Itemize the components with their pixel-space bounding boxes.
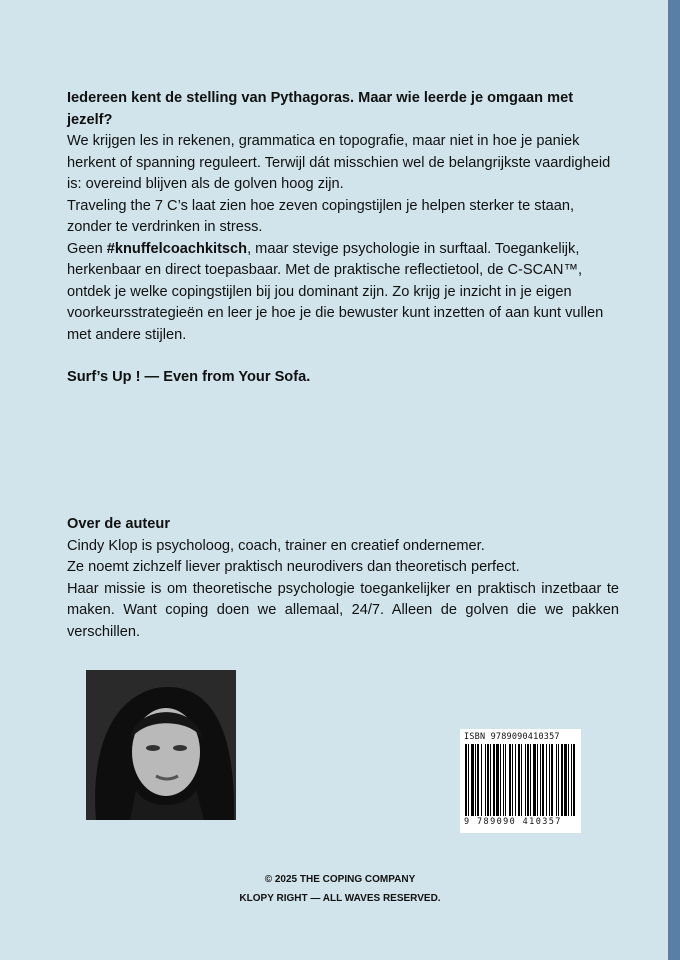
blurb-paragraph-3 (67, 239, 619, 347)
barcode-bar (500, 744, 501, 816)
author-line-3: Haar missie is om theoretische psychologie toegankelijker en praktisch inzetbaar te maken. Want coping doen we allemaal, 24/7. Alleen de golven die we pakken verschillen. (67, 580, 619, 640)
back-cover-blurb (67, 88, 619, 389)
barcode-bar (549, 744, 550, 816)
barcode-bar (481, 744, 482, 816)
barcode-bar (571, 744, 572, 816)
isbn-digits: 9 789090 410357 (464, 817, 562, 827)
barcode-bar (505, 744, 506, 816)
barcode-bar (518, 744, 520, 816)
rights-line: KLOPY RIGHT — ALL WAVES RESERVED. (239, 893, 441, 904)
author-section (67, 514, 619, 643)
author-photo (86, 670, 236, 820)
barcode-bar (468, 744, 469, 816)
barcode-bars (464, 744, 577, 816)
barcode-bar (487, 744, 489, 816)
barcode-bar (533, 744, 536, 816)
barcode-bar (568, 744, 569, 816)
author-line-2: Ze noemt zichzelf liever praktisch neurodivers dan theoretisch perfect. (67, 559, 520, 575)
barcode-bar (477, 744, 479, 816)
barcode-bar (558, 744, 559, 816)
blurb-heading: Iedereen kent de stelling van Pythagoras. Maar wie leerde je omgaan met jezelf? (67, 90, 574, 128)
barcode-bar (564, 744, 567, 816)
barcode-bar (493, 744, 495, 816)
barcode-bar (525, 744, 526, 816)
barcode-bar (515, 744, 516, 816)
barcode-bar (551, 744, 553, 816)
author-heading: Over de auteur (67, 516, 171, 532)
isbn-barcode (460, 729, 581, 833)
barcode-bar (509, 744, 511, 816)
barcode-bar (485, 744, 486, 816)
barcode-bar (546, 744, 547, 816)
portrait-illustration (86, 670, 236, 820)
barcode-bar (471, 744, 474, 816)
barcode-bar (496, 744, 499, 816)
barcode-bar (503, 744, 504, 816)
tagline: Surf’s Up ! — Even from Your Sofa. (67, 369, 311, 385)
barcode-bar (573, 744, 575, 816)
copyright-line: © 2025 THE COPING COMPANY (264, 874, 416, 885)
barcode-bar (556, 744, 557, 816)
author-line-1: Cindy Klop is psycholoog, coach, trainer en creatief ondernemer. (67, 537, 485, 554)
barcode-bar (561, 744, 563, 816)
barcode-bar (465, 744, 467, 816)
barcode-bar (475, 744, 476, 816)
barcode-bar (537, 744, 538, 816)
isbn-label: ISBN 9789090410357 (464, 732, 560, 742)
blurb-paragraph-1: We krijgen les in rekenen, grammatica en topografie, maar niet in hoe je paniek herkent of spanning reguleert. Terwijl dát misschien wel de belangrijkste vaardigheid is: overeind blijven als de golven hoog zijn. (67, 133, 611, 192)
barcode-bar (542, 744, 544, 816)
book-spine-edge (668, 0, 680, 960)
hashtag: #knuffelcoachkitsch (106, 240, 248, 257)
barcode-bar (512, 744, 513, 816)
blurb-p3-prefix: Geen (67, 240, 107, 257)
barcode-bar (530, 744, 531, 816)
barcode-bar (527, 744, 529, 816)
barcode-bar (490, 744, 491, 816)
barcode-bar (540, 744, 541, 816)
barcode-bar (521, 744, 522, 816)
blurb-paragraph-2: Traveling the 7 C’s laat zien hoe zeven copingstijlen je helpen sterker te staan, zonder te verdrinken in stress. (67, 197, 575, 235)
blurb-p3-rest: , maar stevige psychologie in surftaal. Toegankelijk, herkenbaar en direct toepasbaar. Met de praktische reflectietool, de C-SCAN™, ontdek je welke copingstijlen bij jou dominant zijn. Zo krijg je inzicht in je eigen voorkeursstrategieën en leer je hoe je die bewuster kunt inzetten of aan kunt vullen met andere stijlen. (67, 240, 604, 343)
